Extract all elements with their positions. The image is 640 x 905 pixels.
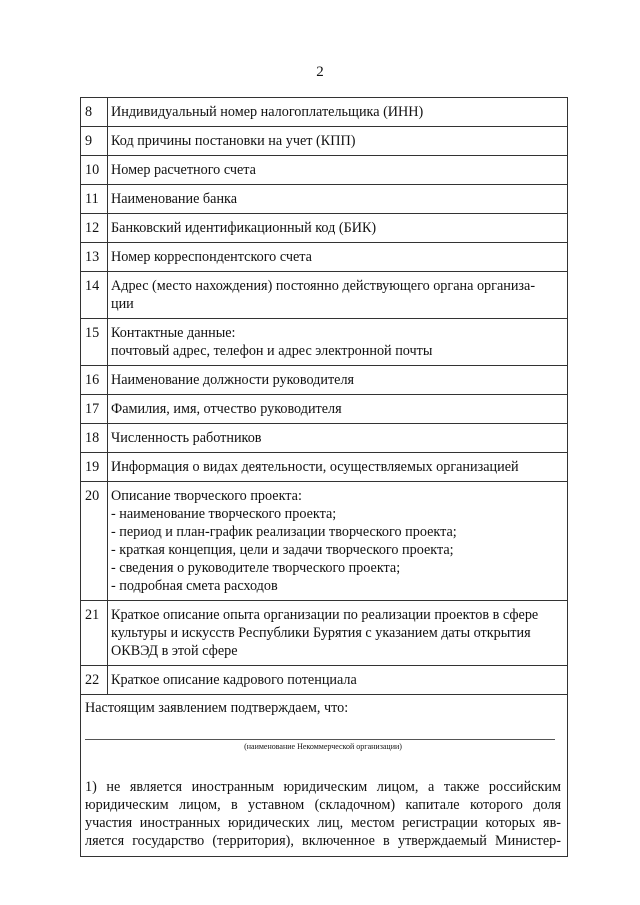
form-row [81,214,568,243]
form-row [81,366,568,395]
row-number: 21 [81,601,108,666]
row-label-line: Краткое описание опыта организации по реализации проектов в сфере [111,607,539,623]
row-label-line: Контактные данные: [111,325,236,341]
statement-line: 1) не является иностранным юридическим лицом, а также российским [85,779,561,795]
row-label-line: Банковский идентификационный код (БИК) [111,220,377,236]
form-row [81,98,568,127]
row-number: 16 [81,366,108,395]
form-row [81,319,568,366]
row-label-line: ции [111,296,134,312]
organization-name-line [85,729,555,740]
form-row [81,482,568,601]
row-number: 13 [81,243,108,272]
form-row [81,666,568,695]
form-row [81,272,568,319]
statement-cell [81,695,568,857]
statement-line: юридическим лицом, в уставном (складочном) капитале которого доля [85,797,561,813]
row-label-line: Фамилия, имя, отчество руководителя [111,401,342,417]
form-row [81,243,568,272]
row-number: 10 [81,156,108,185]
row-label [108,666,568,695]
row-label-line: - сведения о руководителе творческого проекта; [111,560,401,576]
row-label-line: Информация о видах деятельности, осуществляемых организацией [111,459,519,475]
row-label [108,127,568,156]
form-row [81,395,568,424]
form-row [81,156,568,185]
row-label [108,395,568,424]
row-label-line: - краткая концепция, цели и задачи творческого проекта; [111,542,454,558]
row-number: 14 [81,272,108,319]
statement-line: участия иностранных юридических лиц, местом регистрации которых яв- [85,815,561,831]
form-row [81,453,568,482]
row-number: 11 [81,185,108,214]
row-label-line: Код причины постановки на учет (КПП) [111,133,356,149]
row-label [108,98,568,127]
statement-row [81,695,568,857]
row-number: 8 [81,98,108,127]
row-label-line: Номер корреспондентского счета [111,249,312,265]
row-number: 17 [81,395,108,424]
row-number: 18 [81,424,108,453]
row-label-line: Индивидуальный номер налогоплательщика (ИНН) [111,104,424,120]
statement-title: Настоящим заявлением подтверждаем, что: [85,700,349,716]
row-label [108,214,568,243]
row-label [108,453,568,482]
form-row [81,127,568,156]
row-number: 9 [81,127,108,156]
row-label-line: Численность работников [111,430,262,446]
row-label [108,482,568,601]
row-label-line: почтовый адрес, телефон и адрес электронной почты [111,343,433,359]
row-label [108,243,568,272]
row-number: 20 [81,482,108,601]
row-label [108,601,568,666]
row-label [108,366,568,395]
form-row [81,601,568,666]
page-number: 2 [316,64,324,80]
row-number: 12 [81,214,108,243]
row-label-line: - период и план-график реализации творческого проекта; [111,524,457,540]
organization-name-caption: (наименование Некоммерческой организации) [244,742,402,751]
form-row [81,424,568,453]
row-label [108,272,568,319]
row-label-line: Наименование банка [111,191,238,207]
row-number: 19 [81,453,108,482]
row-label-line: Краткое описание кадрового потенциала [111,672,357,688]
row-number: 22 [81,666,108,695]
row-label-line: Адрес (место нахождения) постоянно действующего органа организа- [111,278,536,294]
row-label-line: культуры и искусств Республики Бурятия с указанием даты открытия [111,625,531,641]
form-rows [81,98,568,695]
row-label-line: - наименование творческого проекта; [111,506,337,522]
form-row [81,185,568,214]
application-form-table [80,97,568,857]
row-label-line: Номер расчетного счета [111,162,256,178]
row-label-line: Описание творческого проекта: [111,488,302,504]
row-number: 15 [81,319,108,366]
row-label-line: Наименование должности руководителя [111,372,355,388]
row-label [108,319,568,366]
statement-text [85,778,561,850]
row-label [108,185,568,214]
row-label [108,424,568,453]
row-label-line: ОКВЭД в этой сфере [111,643,238,659]
row-label-line: - подробная смета расходов [111,578,278,594]
statement-line: ляется государство (территория), включенное в утверждаемый Министер- [85,833,561,849]
row-label [108,156,568,185]
